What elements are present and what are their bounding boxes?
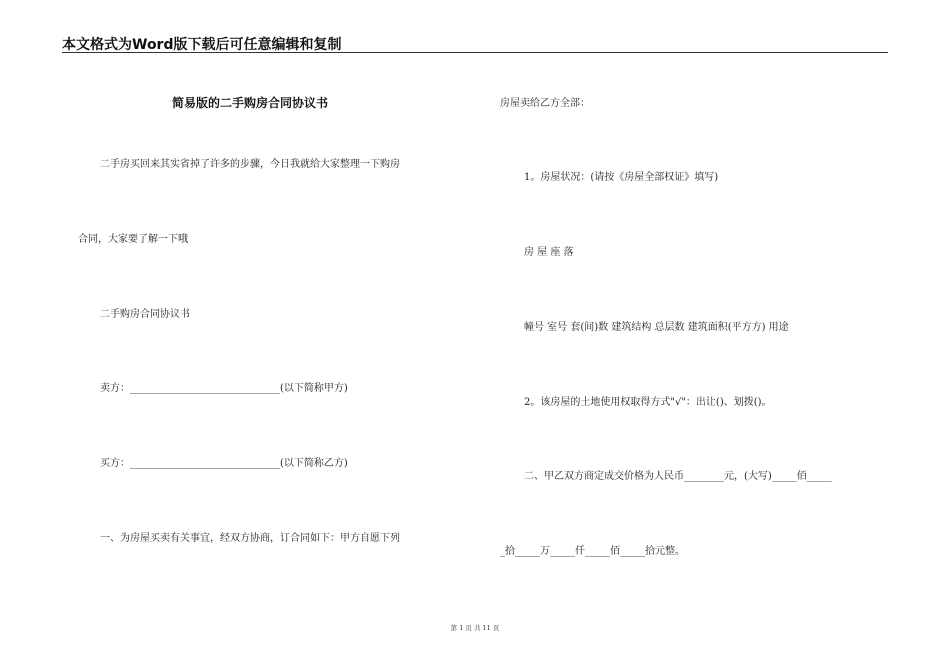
document-header-banner: 本文格式为Word版下载后可任意编辑和复制	[62, 37, 342, 53]
paragraph-line: 二手房买回来其实省掉了许多的步骤，今日我就给大家整理一下购房	[100, 159, 400, 170]
page-number: 第 1 页 共 11 页	[450, 624, 500, 632]
price-line: 二、甲乙双方商定成交价格为人民币________元，(大写)_____佰_____	[524, 471, 832, 482]
document-title: 简易版的二手购房合同协议书	[172, 96, 329, 110]
paragraph-line: 合同，大家要了解一下哦	[78, 234, 188, 245]
paragraph-line: 二手购房合同协议书	[100, 309, 190, 320]
seller-line: 卖方：______________________________(以下简称甲方)	[100, 383, 348, 394]
header-divider	[62, 52, 888, 53]
paragraph-line: 房 屋 座 落	[524, 247, 574, 258]
price-line: _拾_____万_____仟_____佰_____拾元整。	[500, 546, 685, 557]
paragraph-line: 1。房屋状况：(请按《房屋全部权证》填写)	[524, 172, 719, 183]
paragraph-line: 一、为房屋买卖有关事宜，经双方协商，订合同如下：甲方自愿下列	[100, 533, 400, 544]
buyer-line: 买方：______________________________(以下简称乙方)	[100, 458, 348, 469]
paragraph-line: 房屋卖给乙方全部：	[500, 98, 590, 109]
paragraph-line: 2。该房屋的土地使用权取得方式"√"：出让()、划拨()。	[524, 397, 772, 408]
paragraph-line: 幢号 室号 套(间)数 建筑结构 总层数 建筑面积(平方方) 用途	[524, 322, 789, 333]
